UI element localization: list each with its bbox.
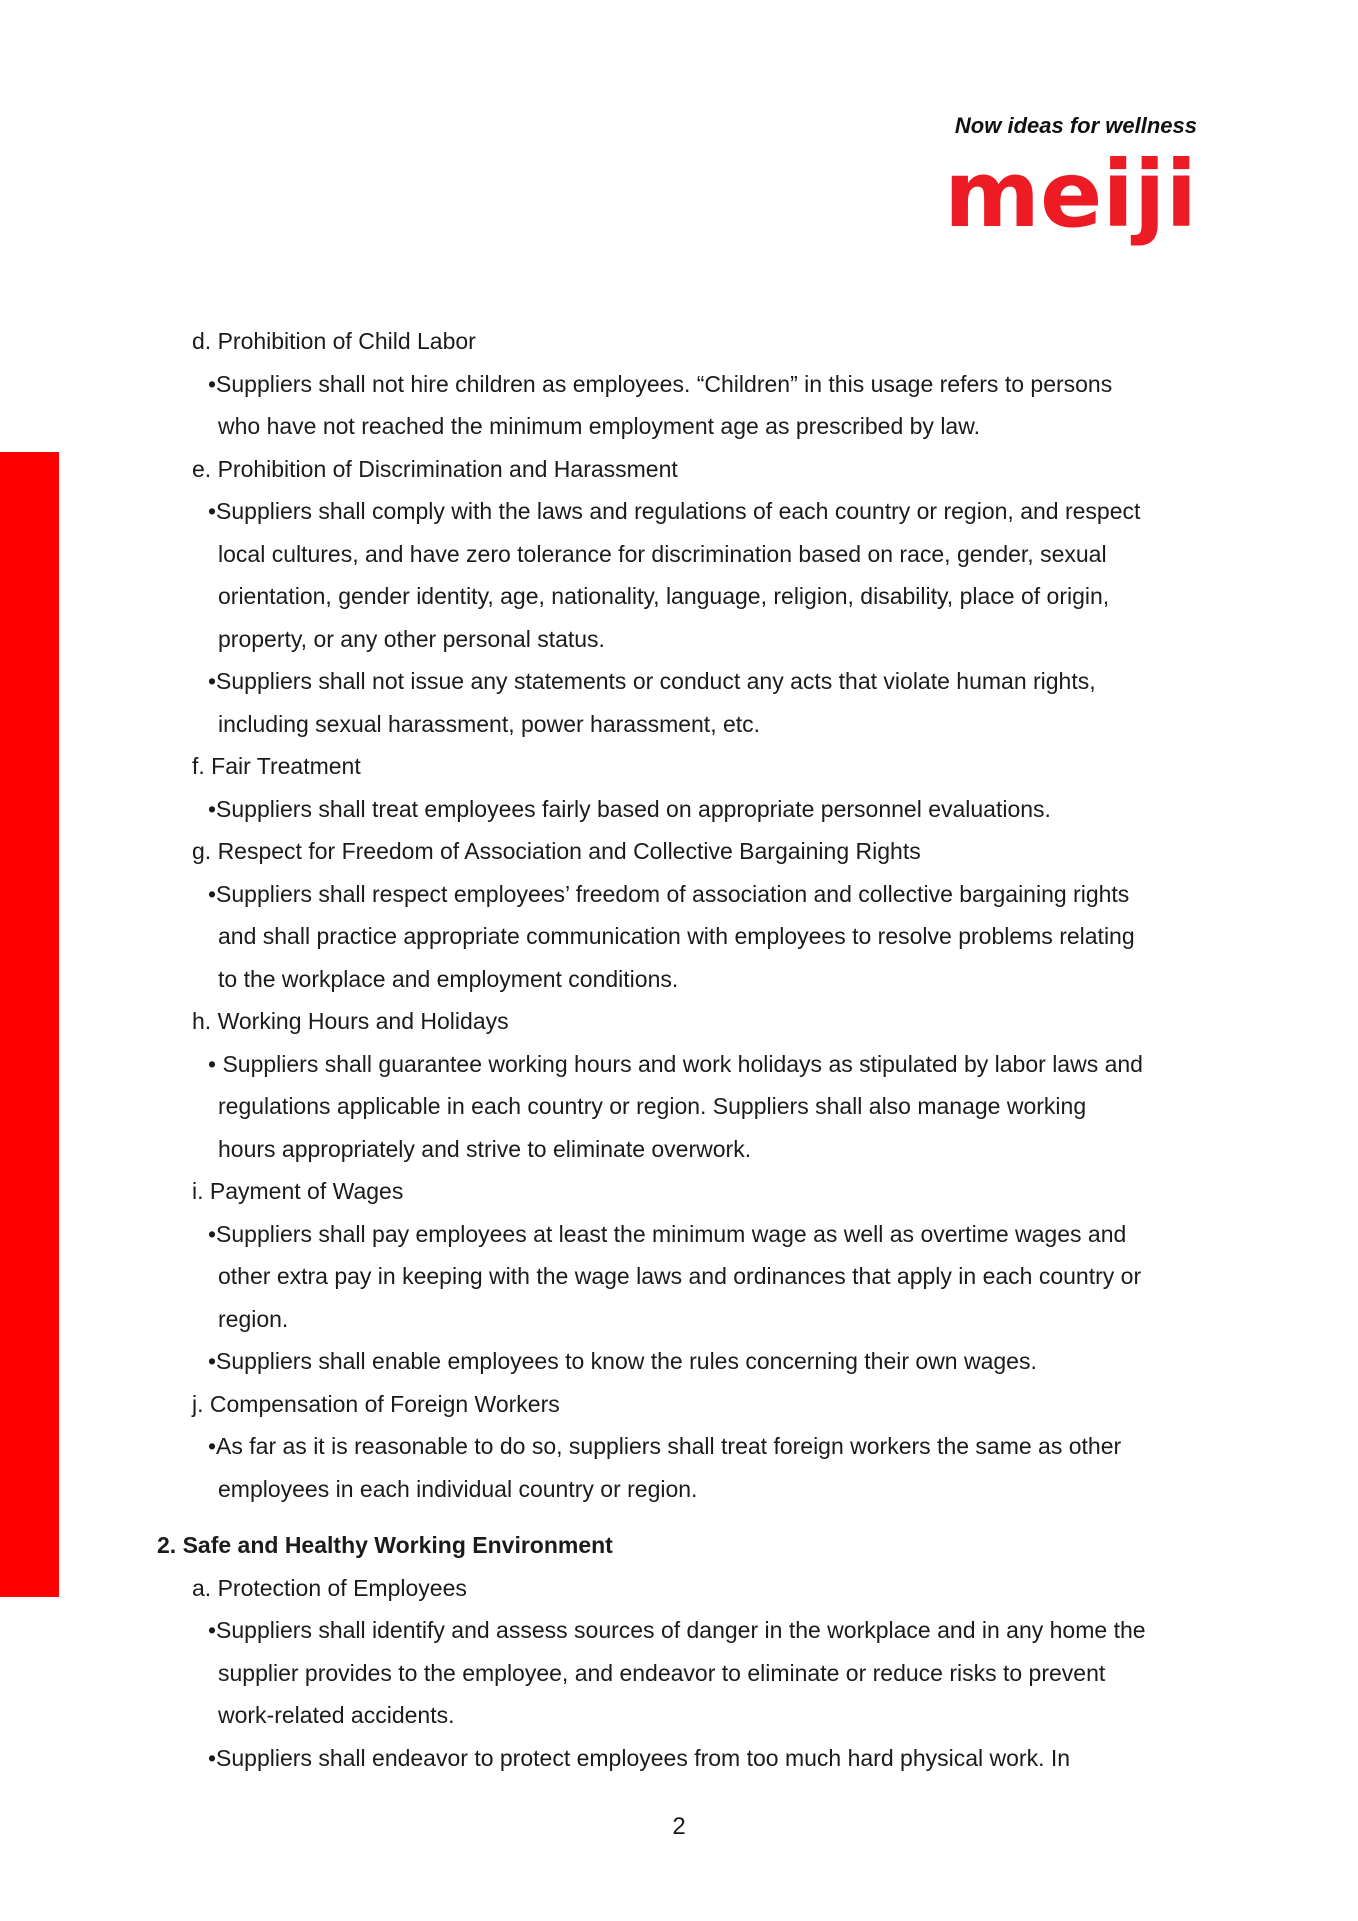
brand-tagline: Now ideas for wellness <box>954 113 1197 138</box>
document-line: and shall practice appropriate communication with employees to resolve problems relating <box>218 923 1135 949</box>
document-line: •Suppliers shall endeavor to protect employees from too much hard physical work. In <box>208 1744 1071 1771</box>
document-line: other extra pay in keeping with the wage laws and ordinances that apply in each country or <box>218 1263 1142 1289</box>
document-line: j. Compensation of Foreign Workers <box>192 1390 560 1417</box>
document-line: 2. Safe and Healthy Working Environment <box>157 1532 613 1558</box>
document-line: property, or any other personal status. <box>218 625 605 652</box>
document-line: a. Protection of Employees <box>192 1574 467 1601</box>
document-line: •Suppliers shall enable employees to know the rules concerning their own wages. <box>208 1348 1037 1374</box>
document-line: including sexual harassment, power harassment, etc. <box>218 710 761 737</box>
document-line: •Suppliers shall not issue any statements or conduct any acts that violate human rights, <box>208 668 1096 694</box>
document-line: h. Working Hours and Holidays <box>192 1008 509 1034</box>
document-line: •Suppliers shall respect employees’ freedom of association and collective bargaining rights <box>208 880 1130 907</box>
document-line: •As far as it is reasonable to do so, suppliers shall treat foreign workers the same as other <box>208 1433 1122 1459</box>
document-line: g. Respect for Freedom of Association and Collective Bargaining Rights <box>192 838 921 864</box>
meiji-logo: meiji <box>944 141 1197 248</box>
document-line: •Suppliers shall identify and assess sources of danger in the workplace and in any home the <box>208 1617 1146 1643</box>
document-line: employees in each individual country or region. <box>218 1475 698 1502</box>
document-line: region. <box>218 1305 289 1332</box>
document-line: supplier provides to the employee, and endeavor to eliminate or reduce risks to prevent <box>218 1659 1106 1686</box>
document-line: •Suppliers shall pay employees at least the minimum wage as well as overtime wages and <box>208 1220 1127 1247</box>
document-line: work-related accidents. <box>218 1702 455 1728</box>
document-line: •Suppliers shall not hire children as employees. “Children” in this usage refers to persons <box>208 370 1113 397</box>
line-spacer <box>0 1510 1358 1524</box>
document-line: regulations applicable in each country or region. Suppliers shall also manage working <box>218 1093 1087 1119</box>
document-line: e. Prohibition of Discrimination and Harassment <box>192 455 678 482</box>
document-line: f. Fair Treatment <box>192 753 361 779</box>
document-line: orientation, gender identity, age, nationality, language, religion, disability, place of origin, <box>218 583 1110 609</box>
document-line: local cultures, and have zero tolerance for discrimination based on race, gender, sexual <box>218 540 1107 567</box>
document-line: who have not reached the minimum employment age as prescribed by law. <box>218 413 980 439</box>
document-line: hours appropriately and strive to eliminate overwork. <box>218 1135 752 1162</box>
document-line: •Suppliers shall comply with the laws and regulations of each country or region, and respect <box>208 498 1141 524</box>
document-line: • Suppliers shall guarantee working hours and work holidays as stipulated by labor laws and <box>208 1050 1143 1077</box>
document-body <box>0 320 1358 1779</box>
document-line: •Suppliers shall treat employees fairly based on appropriate personnel evaluations. <box>208 795 1051 822</box>
document-line: to the workplace and employment conditions. <box>218 965 679 992</box>
document-line: d. Prohibition of Child Labor <box>192 328 476 354</box>
page-number: 2 <box>672 1813 686 1840</box>
document-line: i. Payment of Wages <box>192 1178 404 1204</box>
